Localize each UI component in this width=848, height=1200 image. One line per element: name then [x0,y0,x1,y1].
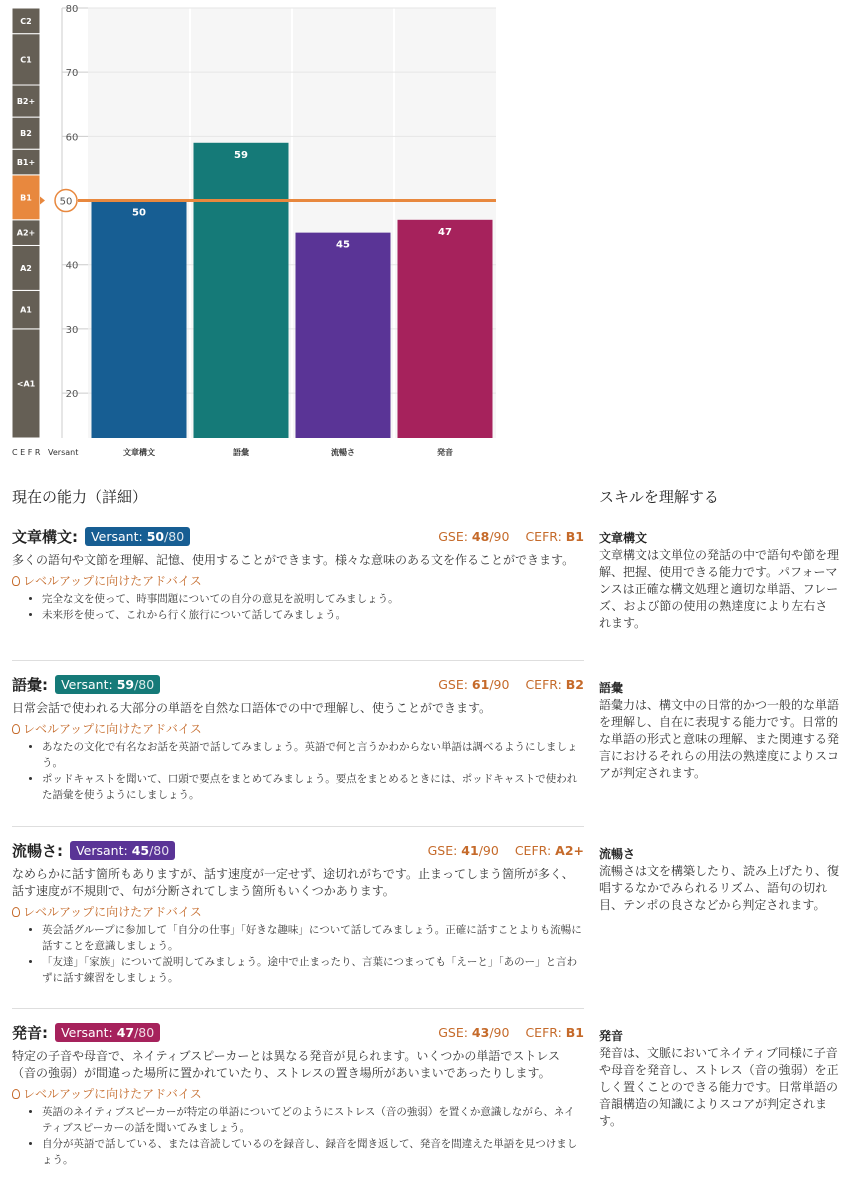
cefr-band-label: A2+ [16,228,36,238]
y-tick-label: 40 [65,260,79,272]
pointer-arrow-icon [40,197,45,205]
lightbulb-icon [12,1089,20,1099]
bar-value-label: 59 [234,149,248,161]
advice-heading: レベルアップに向けたアドバイス [12,1086,584,1102]
bar-value-label: 47 [438,226,452,238]
advice-item: • 英語のネイティブスピーカーが特定の単語についてどのようにストレス（音の強弱）を置くか意識しながら、ネイティブスピーカーの話を聞いてみましょう。 [42,1104,584,1136]
advice-item: • あなたの文化で有名なお話を英語で話してみましょう。英語で何と言うかわからない単語は調べるようにしましょう。 [42,739,584,771]
axis-footer-versant: Versant [48,448,79,457]
section-title-understand: スキルを理解する [599,488,719,506]
understand-description: 発音は、文脈においてネイティブ同様に子音や母音を発音し、ストレス（音の強弱）を正しく置くことのできる能力です。日常単語の音韻構造の知識によりスコアが判定されます。 [599,1046,839,1128]
bar-value-label: 45 [336,239,350,251]
skill-block-syntax [12,526,584,623]
bar [194,143,289,438]
score-chart [0,0,848,470]
understand-name: 語彙 [599,681,624,695]
cefr-band-label: C2 [20,16,32,26]
advice-heading: レベルアップに向けたアドバイス [12,904,584,920]
understand-vocabulary [599,680,839,782]
y-tick-label: 70 [65,68,79,80]
advice-heading: レベルアップに向けたアドバイス [12,573,584,589]
divider [12,660,584,661]
divider [12,1008,584,1009]
bar-value-label: 50 [132,207,146,219]
versant-badge: Versant: 59/80 [55,675,160,694]
skill-description: 日常会話で使われる大部分の単語を自然な口語体での中で理解し、使うことができます。 [12,701,492,715]
y-tick-label: 30 [65,324,79,336]
understand-fluency [599,846,839,914]
skill-description: 多くの語句や文節を理解、記憶、使用することができます。様々な意味のある文を作ることができます。 [12,553,575,567]
advice-item: • 「友達」「家族」について説明してみましょう。途中で止まったり、言葉につまっても「えーと」「あのー」と言わずに話す練習をしましょう。 [42,954,584,986]
lightbulb-icon [12,907,20,917]
y-tick-label: 80 [65,4,79,15]
advice-item: • ポッドキャストを聞いて、口頭で要点をまとめてみましょう。要点をまとめるときには、ポッドキャストで使われた語彙を使うようにしましょう。 [42,771,584,803]
reference-label: 50 [59,196,73,208]
understand-description: 文章構文は文単位の発話の中で語句や節を理解、把握、使用できる能力です。パフォーマンスは正確な構文処理と適切な単語、フレーズ、および節の使用の熟達度により左右されます。 [599,548,840,630]
advice-item: • 完全な文を使って、時事問題についての自分の意見を説明してみましょう。 [42,591,584,607]
understand-syntax [599,530,839,632]
x-tick-label: 発音 [437,448,453,457]
gse-cefr-scores: GSE: 48/90 CEFR: B1 [438,529,584,544]
skill-name: 文章構文: [12,528,78,546]
understand-name: 文章構文 [599,531,648,545]
cefr-band-label: A2 [20,263,32,273]
versant-badge: Versant: 47/80 [55,1023,160,1042]
skill-description: 特定の子音や母音で、ネイティブスピーカーとは異なる発音が見られます。いくつかの単語でストレス（音の強弱）が間違った場所に置かれていたり、ストレスの置き場所があいまいであったりします。 [12,1049,561,1080]
advice-item: • 自分が英語で話している、または音読しているのを録音し、録音を聞き返して、発音を間違えた単語を見つけましょう。 [42,1136,584,1168]
axis-footer-cefr: C E F R [12,448,41,457]
advice-item: • 英会話グループに参加して「自分の仕事」「好きな趣味」について話してみましょう。正確に話すことよりも流暢に話すことを意識しましょう。 [42,922,584,954]
skill-block-fluency [12,840,584,986]
gse-cefr-scores: GSE: 43/90 CEFR: B1 [438,1025,584,1040]
versant-badge: Versant: 50/80 [85,527,190,546]
section-title-current: 現在の能力（詳細） [12,488,148,506]
versant-badge: Versant: 45/80 [70,841,175,860]
x-tick-label: 語彙 [233,448,249,457]
y-tick-label: 20 [65,389,79,401]
understand-description: 流暢さは文を構築したり、読み上げたり、復唱するなかでみられるリズム、語句の切れ目、テンポの良さなどから判定されます。 [599,864,840,912]
y-tick-label: 60 [65,132,79,144]
understand-description: 語彙力は、構文中の日常的かつ一般的な単語を理解し、自在に表現する能力です。日常的な単語の形式と意味の理解、また関連する発言におけるそれらの用法の熟達度によりスコアが判定されます。 [599,698,840,780]
skill-block-pronunciation [12,1022,584,1168]
x-tick-label: 文章構文 [123,448,155,457]
lightbulb-icon [12,724,20,734]
understand-pronunciation [599,1028,839,1130]
advice-list [12,739,584,803]
gse-cefr-scores: GSE: 41/90 CEFR: A2+ [427,843,584,858]
skill-name: 発音: [12,1024,48,1042]
divider [12,826,584,827]
cefr-band-label: C1 [20,55,32,65]
cefr-band-label: B1 [20,193,32,203]
advice-list [12,591,584,623]
cefr-band-label: B2 [20,129,32,139]
skill-name: 流暢さ: [12,842,63,860]
gse-cefr-scores: GSE: 61/90 CEFR: B2 [438,677,584,692]
understand-name: 流暢さ [599,847,636,861]
skill-name: 語彙: [12,676,48,694]
cefr-band-label: <A1 [16,379,36,389]
bar [92,201,187,438]
x-tick-label: 流暢さ [331,448,355,457]
skill-block-vocabulary [12,674,584,803]
advice-list [12,922,584,986]
advice-item: • 未来形を使って、これから行く旅行について話してみましょう。 [42,607,584,623]
lightbulb-icon [12,576,20,586]
understand-name: 発音 [599,1029,624,1043]
cefr-band-label: B2+ [16,97,36,107]
skill-description: なめらかに話す箇所もありますが、話す速度が一定せず、途切れがちです。止まってしまう箇所が多く、話す速度が不規則で、句が分断されてしまう箇所もいくつかあります。 [12,867,574,898]
bar [398,220,493,438]
advice-list [12,1104,584,1168]
cefr-band-label: B1+ [16,158,36,168]
bar [296,233,391,438]
advice-heading: レベルアップに向けたアドバイス [12,721,584,737]
cefr-band-label: A1 [20,305,32,315]
